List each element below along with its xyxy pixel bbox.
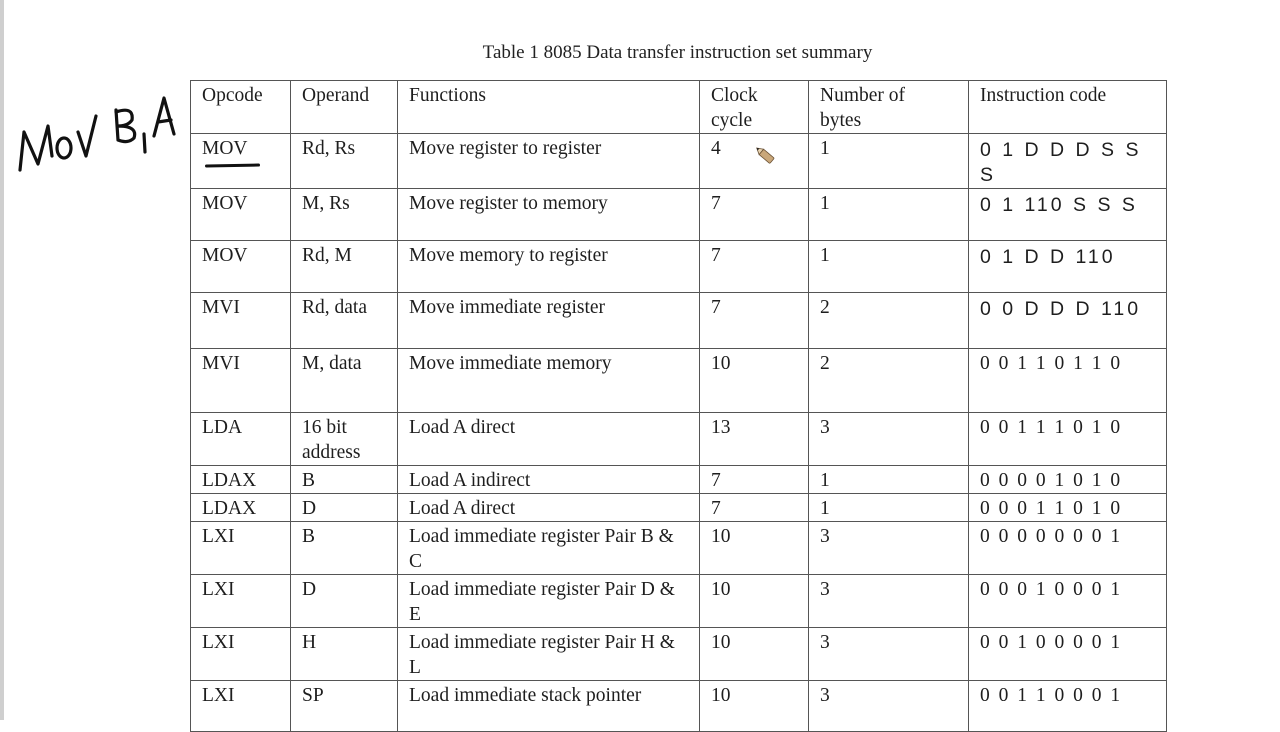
cell-opcode: MVI [191,293,291,349]
cell-function: Load immediate register Pair D & E [398,575,700,628]
cell-function: Load A direct [398,494,700,522]
cell-code: 0 0 0 1 1 0 1 0 [969,494,1167,522]
cell-code: 0 0 1 1 0 0 0 1 [969,681,1167,732]
cell-opcode: LDA [191,413,291,466]
table-row [191,494,1167,522]
cell-clock: 7 [700,293,809,349]
cell-clock: 7 [700,189,809,241]
cell-opcode: LXI [191,628,291,681]
cell-operand: M, Rs [291,189,398,241]
cell-function: Load A indirect [398,466,700,494]
table-row [191,134,1167,189]
cell-opcode: LXI [191,522,291,575]
pencil-icon [756,146,778,166]
cell-opcode: LXI [191,575,291,628]
cell-code: 0 0 0 0 0 0 0 1 [969,522,1167,575]
cell-opcode: LDAX [191,494,291,522]
cell-code: 0 1 110 S S S [969,189,1167,241]
cell-code: 0 1 D D 110 [969,241,1167,293]
cell-opcode: MOV [191,134,291,189]
table-row [191,349,1167,413]
left-edge-bar [0,0,4,720]
instruction-summary-table [190,80,1167,732]
cell-clock: 10 [700,349,809,413]
table-row [191,466,1167,494]
table-row [191,189,1167,241]
cell-operand: M, data [291,349,398,413]
cell-opcode: MVI [191,349,291,413]
cell-function: Load immediate register Pair B & C [398,522,700,575]
cell-opcode: MOV [191,189,291,241]
cell-function: Move register to memory [398,189,700,241]
cell-opcode: LXI [191,681,291,732]
cell-operand: Rd, data [291,293,398,349]
cell-code: 0 0 1 0 0 0 0 1 [969,628,1167,681]
cell-function: Load A direct [398,413,700,466]
table-caption: Table 1 8085 Data transfer instruction set summary [482,42,873,63]
cell-code: 0 0 0 0 1 0 1 0 [969,466,1167,494]
table-row [191,241,1167,293]
cell-bytes: 2 [809,293,969,349]
cell-operand: 16 bit address [291,413,398,466]
header-row [191,81,1167,134]
cell-function: Move immediate memory [398,349,700,413]
cell-operand: D [291,575,398,628]
cell-bytes: 3 [809,413,969,466]
cell-bytes: 2 [809,349,969,413]
cell-clock: 4 [700,134,809,189]
table-row [191,522,1167,575]
cell-bytes: 1 [809,134,969,189]
table-row [191,413,1167,466]
cell-bytes: 3 [809,681,969,732]
cell-bytes: 1 [809,494,969,522]
cell-bytes: 3 [809,575,969,628]
header-number-of-bytes: Number of bytes [809,81,969,134]
cell-clock: 7 [700,494,809,522]
cell-opcode: LDAX [191,466,291,494]
cell-code: 0 1 D D D S S S [969,134,1167,189]
cell-bytes: 1 [809,241,969,293]
table-row [191,681,1167,732]
table-row [191,628,1167,681]
cell-bytes: 1 [809,466,969,494]
cell-code: 0 0 0 1 0 0 0 1 [969,575,1167,628]
cell-operand: Rd, Rs [291,134,398,189]
cell-bytes: 3 [809,522,969,575]
cell-function: Move immediate register [398,293,700,349]
cell-clock: 10 [700,628,809,681]
cell-code: 0 0 1 1 1 0 1 0 [969,413,1167,466]
cell-clock: 10 [700,681,809,732]
header-opcode: Opcode [191,81,291,134]
cell-operand: SP [291,681,398,732]
cell-function: Load immediate stack pointer [398,681,700,732]
cell-clock: 7 [700,241,809,293]
cell-clock: 7 [700,466,809,494]
header-instruction-code: Instruction code [969,81,1167,134]
cell-function: Load immediate register Pair H & L [398,628,700,681]
table-row [191,293,1167,349]
header-clock-cycle: Clock cycle [700,81,809,134]
cell-operand: H [291,628,398,681]
cell-opcode: MOV [191,241,291,293]
cell-bytes: 1 [809,189,969,241]
cell-code: 0 0 D D D 110 [969,293,1167,349]
handwritten-annotation [14,90,184,180]
cell-code: 0 0 1 1 0 1 1 0 [969,349,1167,413]
cell-operand: Rd, M [291,241,398,293]
cell-clock: 13 [700,413,809,466]
cell-function: Move register to register [398,134,700,189]
cell-function: Move memory to register [398,241,700,293]
table-row [191,575,1167,628]
cell-operand: B [291,466,398,494]
header-functions: Functions [398,81,700,134]
header-operand: Operand [291,81,398,134]
cell-bytes: 3 [809,628,969,681]
cell-clock: 10 [700,522,809,575]
cell-clock: 10 [700,575,809,628]
cell-operand: D [291,494,398,522]
cell-operand: B [291,522,398,575]
